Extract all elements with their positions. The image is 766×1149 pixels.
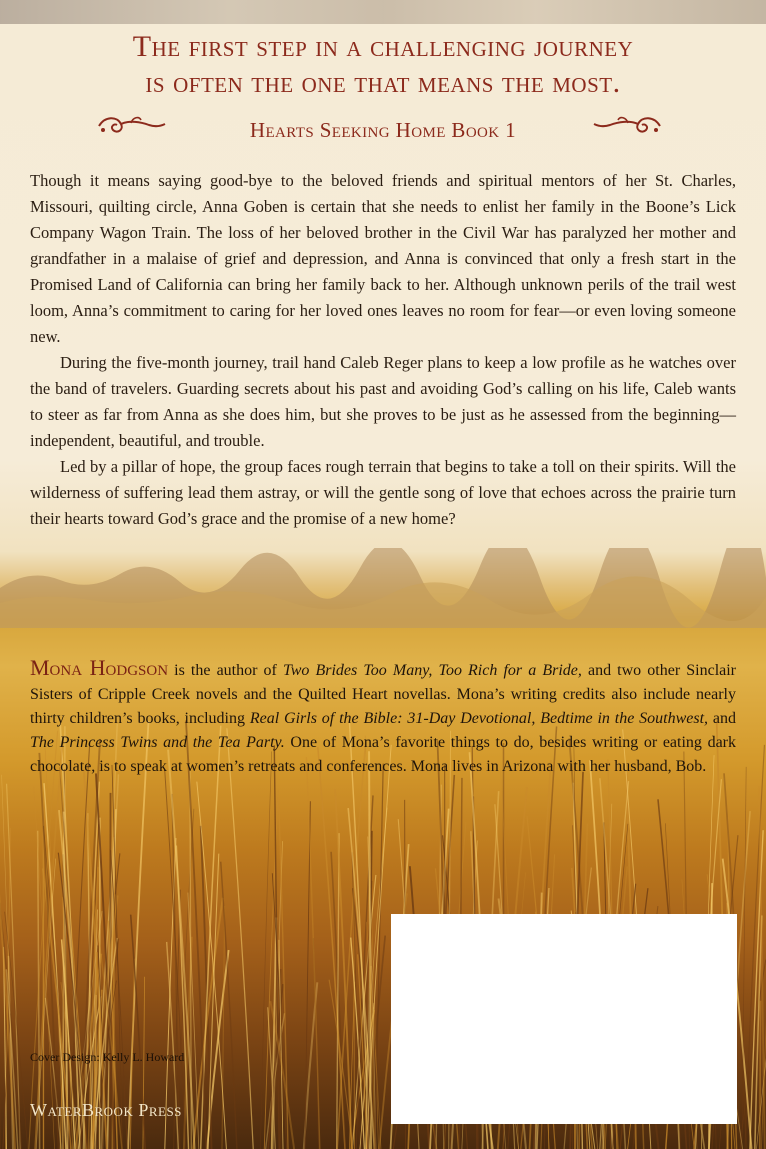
author-bio	[30, 656, 736, 779]
synopsis-paragraph: Led by a pillar of hope, the group faces rough terrain that begins to take a toll on their spirits. Will the wilderness of suffering lead them astray, or will the gentle song of love that echoes across the prairie turn their hearts toward God’s grace and the promise of a new home?	[30, 457, 736, 528]
top-border-band	[0, 0, 766, 24]
book-title: Two Brides Too Many, Too Rich for a Bride,	[282, 662, 582, 679]
synopsis-paragraph: During the five-month journey, trail hand Caleb Reger plans to keep a low profile as he watches over the band of travelers. Guarding secrets about his past and avoiding God’s calling on his life, Caleb wants to steer as far from Anna as she does him, but she proves to be just as he assessed from the beginning—independent, beautiful, and trouble.	[30, 353, 736, 450]
cover-design-credit: Cover Design: Kelly L. Howard	[30, 1050, 185, 1064]
synopsis	[30, 168, 736, 532]
book-title: Real Girls of the Bible: 31-Day Devotional, Bedtime in the Southwest,	[249, 710, 709, 727]
synopsis-paragraph: Though it means saying good-bye to the beloved friends and spiritual mentors of her St. Charles, Missouri, quilting circle, Anna Goben is certain that she needs to enlist her family in the Boone’s Lick Company Wagon Train. The loss of her beloved brother in the Civil War has paralyzed her mother and grandfather in a malaise of grief and depression, and Anna is convinced that only a fresh start in the Promised Land of California can bring her family back to her. Although unknown perils of the trail west loom, Anna’s commitment to caring for her loved ones leaves no room for fear—or even loving someone new.	[30, 171, 736, 346]
book-title: The Princess Twins and the Tea Party.	[30, 734, 285, 751]
bio-text: and	[708, 710, 737, 727]
author-name: Mona Hodgson	[30, 655, 169, 680]
bio-text: is the author of	[168, 662, 283, 679]
treeline-horizon	[0, 548, 766, 628]
tagline-line-2: is often the one that means the most.	[145, 66, 621, 99]
barcode-area	[391, 914, 737, 1124]
publisher-name: WaterBrook Press	[30, 1100, 182, 1120]
tagline-line-1: The first step in a challenging journey	[132, 30, 634, 63]
bio-text: One of Mona’s favorite things to do, besides writing or eating dark chocolate, is to speak at women’s retreats and conferences. Mona lives in Arizona with her husband, Bob.	[30, 734, 737, 775]
series-title: Hearts Seeking Home Book 1	[249, 118, 517, 142]
bio-text: and two other Sinclair Sisters of Cripple Creek novels and the Quilted Heart novellas. Mona’s writing credits also include nearly thirty children’s books, including	[30, 662, 737, 727]
ornamental-scroll-icon	[592, 112, 664, 138]
